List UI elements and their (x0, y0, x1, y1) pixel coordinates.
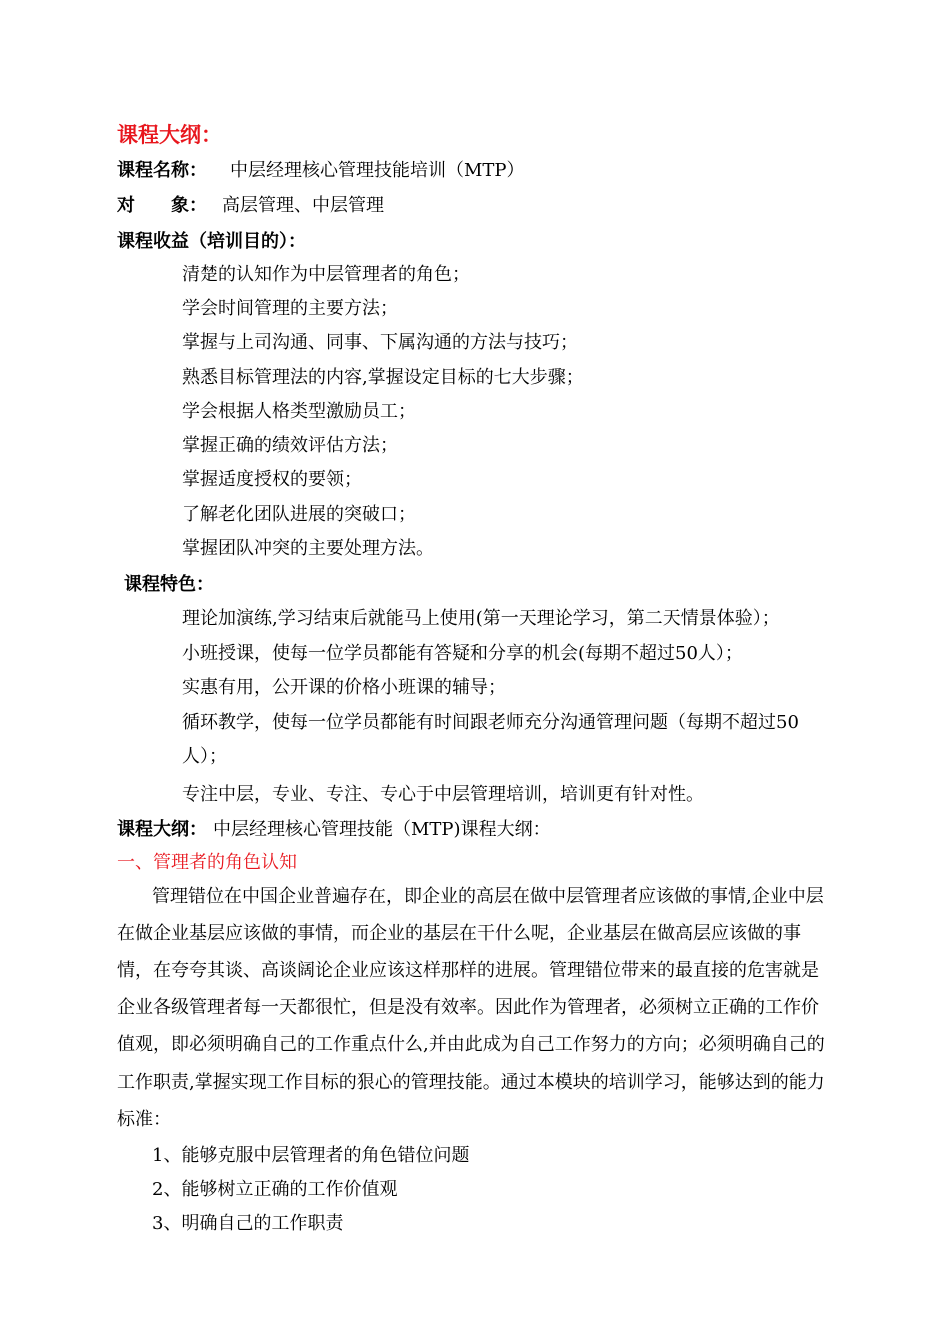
paragraph-line: 情，在夸夸其谈、高谈阔论企业应该这样那样的进展。管理错位带来的最直接的危害就是 (117, 960, 819, 981)
benefit-item: 学会根据人格类型激励员工； (182, 401, 416, 422)
paragraph-line: 值观，即必须明确自己的工作重点什么,并由此成为自己工作努力的方向；必须明确自己的 (117, 1034, 825, 1055)
feature-item: 循环教学，使每一位学员都能有时间跟老师充分沟通管理问题（每期不超过50 (182, 712, 799, 733)
paragraph-line: 工作职责,掌握实现工作目标的狠心的管理技能。通过本模块的培训学习，能够达到的能力 (117, 1072, 825, 1093)
outline-value: 中层经理核心管理技能（MTP)课程大纲： (213, 819, 551, 840)
features-label: 课程特色： (124, 574, 214, 595)
audience-value: 高层管理、中层管理 (222, 195, 384, 216)
audience-label: 对 象： (117, 195, 207, 216)
page-heading: 课程大纲： (117, 123, 222, 147)
outline-label: 课程大纲： (117, 819, 207, 840)
feature-item: 小班授课，使每一位学员都能有答疑和分享的机会(每期不超过50人）； (182, 643, 743, 664)
section-title: 一、管理者的角色认知 (117, 852, 297, 873)
course-name-label: 课程名称： (117, 160, 207, 181)
paragraph-line: 管理错位在中国企业普遍存在，即企业的高层在做中层管理者应该做的事情,企业中层 (152, 886, 824, 907)
paragraph-line: 在做企业基层应该做的事情，而企业的基层在干什么呢，企业基层在做高层应该做的事 (117, 923, 801, 944)
benefit-item: 了解老化团队进展的突破口； (182, 504, 416, 525)
paragraph-line: 企业各级管理者每一天都很忙，但是没有效率。因此作为管理者，必须树立正确的工作价 (117, 997, 819, 1018)
benefit-item: 掌握团队冲突的主要处理方法。 (182, 538, 434, 559)
feature-item: 人）； (182, 746, 227, 767)
paragraph-line: 标准： (117, 1109, 171, 1130)
benefit-item: 熟悉目标管理法的内容,掌握设定目标的七大步骤； (182, 367, 584, 388)
feature-item: 专注中层，专业、专注、专心于中层管理培训，培训更有针对性。 (182, 784, 704, 805)
feature-item: 实惠有用，公开课的价格小班课的辅导； (182, 677, 506, 698)
benefit-item: 清楚的认知作为中层管理者的角色； (182, 264, 470, 285)
feature-item: 理论加演练,学习结束后就能马上使用(第一天理论学习，第二天情景体验）； (182, 608, 780, 629)
benefit-item: 掌握适度授权的要领； (182, 469, 362, 490)
goal-item: 2、能够树立正确的工作价值观 (152, 1179, 398, 1200)
benefits-label: 课程收益（培训目的）： (117, 231, 306, 252)
benefit-item: 学会时间管理的主要方法； (182, 298, 398, 319)
benefit-item: 掌握正确的绩效评估方法； (182, 435, 398, 456)
benefit-item: 掌握与上司沟通、同事、下属沟通的方法与技巧； (182, 332, 578, 353)
course-name-value: 中层经理核心管理技能培训（MTP） (230, 160, 525, 181)
goal-item: 3、明确自己的工作职责 (152, 1213, 344, 1234)
goal-item: 1、能够克服中层管理者的角色错位问题 (152, 1145, 470, 1166)
